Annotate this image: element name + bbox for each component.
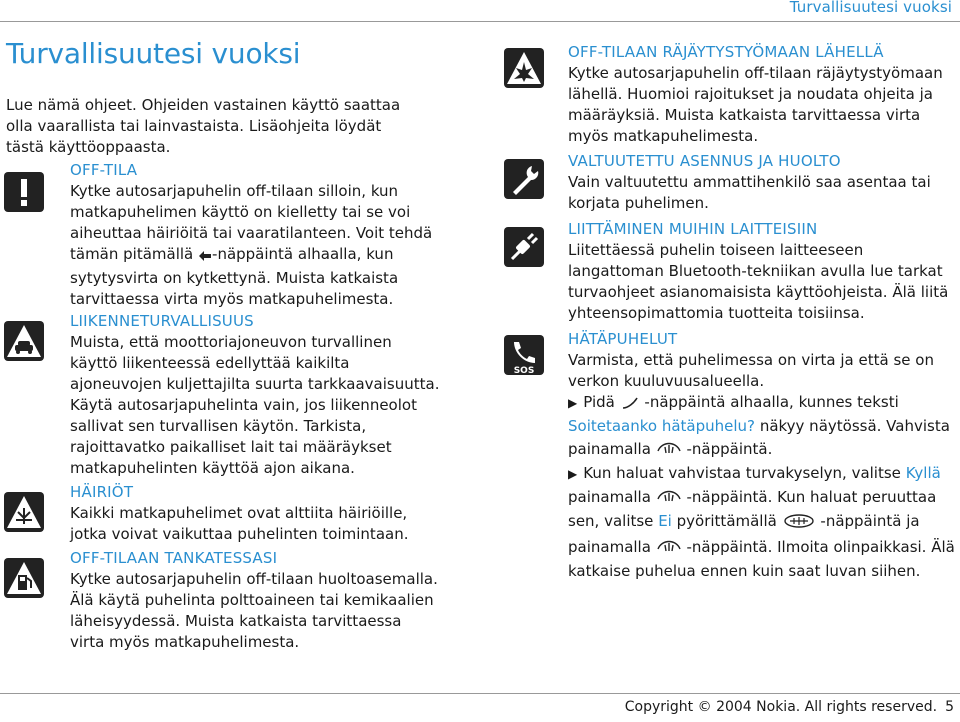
page-title: Turvallisuutesi vuoksi — [6, 37, 301, 70]
fuel-pump-icon — [2, 556, 46, 600]
selection-key-icon — [656, 485, 682, 511]
warning-exclamation-icon — [2, 170, 46, 214]
section-heading: LIITTÄMINEN MUIHIN LAITTEISIIN — [568, 220, 818, 238]
svg-text:SOS: SOS — [513, 366, 535, 376]
bullet-triangle-icon: ▶ — [568, 467, 578, 481]
bullet-triangle-icon: ▶ — [568, 396, 578, 410]
interference-icon — [2, 490, 46, 534]
section-body: Varmista, että puhelimessa on virta ja että se on verkon kuuluvuusalueella. — [568, 351, 934, 390]
instruction-bullet-2: ▶ Kun haluat vahvistaa turvakyselyn, valitse Kyllä painamalla -näppäintä. Kun haluat peruuttaa sen, valitse Ei pyörittämällä -näppäintä ja painamalla -näppäintä. Ilmoita olinpaikkasi. Älä katkaise puhelua ennen kuin saat luvan siihen. — [568, 464, 955, 580]
section-hataputhelut — [496, 329, 956, 582]
section-rajaytystyomaa — [496, 42, 956, 147]
section-liikenneturvallisuus — [0, 311, 440, 479]
section-body: Kytke autosarjapuhelin off-tilaan silloin, kun matkapuhelimen käyttö on kielletty tai se voi aiheuttaa häiriöitä tai vaaratilanteen. Voit tehdä tämän pitämällä -näppäintä alhaalla, kun sytytysvirta on kytkettynä. Muista katkaista tarvittaessa virta myös matkapuhelimesta. — [70, 182, 433, 308]
section-heading: LIIKENNETURVALLISUUS — [70, 312, 254, 330]
section-hairiot — [0, 482, 440, 545]
intro-paragraph: Lue nämä ohjeet. Ohjeiden vastainen käyttö saattaa olla vaarallista tai lainvastaista. Lisäohjeita löydät tästä käyttöoppaasta. — [6, 96, 401, 156]
section-body: Kytke autosarjapuhelin off-tilaan huoltoasemalla. Älä käytä puhelinta polttoaineen tai kemikaalien läheisyydessä. Muista katkaista tarvittaessa virta myös matkapuhelimesta. — [70, 570, 438, 651]
page-number: 5 — [945, 699, 954, 715]
section-heading: OFF-TILA — [70, 161, 138, 179]
end-key-icon — [198, 247, 212, 268]
page-footer — [625, 699, 954, 715]
section-body: Muista, että moottoriajoneuvon turvallinen käyttö liikenteessä edellyttää kaikilta ajoneuvojen kuljettajilta suurta tarkkaavaisuutta. Käytä autosarjapuhelinta vain, jos liikenneolot sallivat sen turvallisen käytön. Tarkista, rajoittavatko paikalliset lait tai määräykset matkapuhelinten käyttöä ajon aikana. — [70, 333, 440, 477]
header-divider — [0, 21, 960, 22]
section-body: Kaikki matkapuhelimet ovat alttiita häiriöille, jotka voivat vaikuttaa puhelinten toimintaan. — [70, 504, 409, 543]
section-tankkaus — [0, 548, 440, 653]
section-body: Kytke autosarjapuhelin off-tilaan räjäytystyömaan lähellä. Huomioi rajoitukset ja noudata ohjeita ja määräyksiä. Muista katkaista tarvittaessa virta myös matkapuhelimesta. — [568, 64, 943, 145]
selection-key-icon — [656, 437, 682, 463]
running-head: Turvallisuutesi vuoksi — [789, 0, 952, 16]
section-heading: HÄIRIÖT — [70, 483, 134, 501]
selection-key-icon — [656, 535, 682, 561]
instruction-bullet-1: ▶ Pidä -näppäintä alhaalla, kunnes teksti Soitetaanko hätäpuhelu? näkyy näytössä. Vahvista painamalla -näppäintä. — [568, 392, 956, 463]
section-heading: HÄTÄPUHELUT — [568, 330, 678, 348]
option-ei: Ei — [658, 512, 672, 530]
section-heading: OFF-TILAAN TANKATESSASI — [70, 549, 278, 567]
footer-divider — [0, 693, 960, 694]
roller-key-icon — [782, 511, 816, 535]
wrench-icon — [502, 157, 546, 201]
section-heading: VALTUUTETTU ASENNUS JA HUOLTO — [568, 152, 841, 170]
send-key-icon — [620, 395, 640, 416]
section-liittaminen — [496, 219, 956, 324]
section-body: Liitettäessä puhelin toiseen laitteeseen langattoman Bluetooth-tekniikan avulla lue tarkat turvaohjeet asianomaisista käyttöohjeista. Älä liitä yhteensopimattomia tuotteita toisiinsa. — [568, 241, 949, 322]
sos-phone-icon — [502, 333, 546, 377]
copyright-text: Copyright © 2004 Nokia. All rights reserved. — [624, 699, 938, 715]
section-huolto — [496, 151, 956, 214]
option-kylla: Kyllä — [905, 464, 941, 482]
prompt-link-soitetaanko: Soitetaanko hätäpuhelu? — [568, 417, 756, 435]
section-body: Vain valtuutettu ammattihenkilö saa asentaa tai korjata puhelimen. — [568, 173, 931, 212]
plug-connection-icon — [502, 225, 546, 269]
car-traffic-icon — [2, 319, 46, 363]
explosion-icon — [502, 46, 546, 90]
section-off-tila — [0, 160, 440, 310]
section-heading: OFF-TILAAN RÄJÄYTYSTYÖMAAN LÄHELLÄ — [568, 43, 884, 61]
